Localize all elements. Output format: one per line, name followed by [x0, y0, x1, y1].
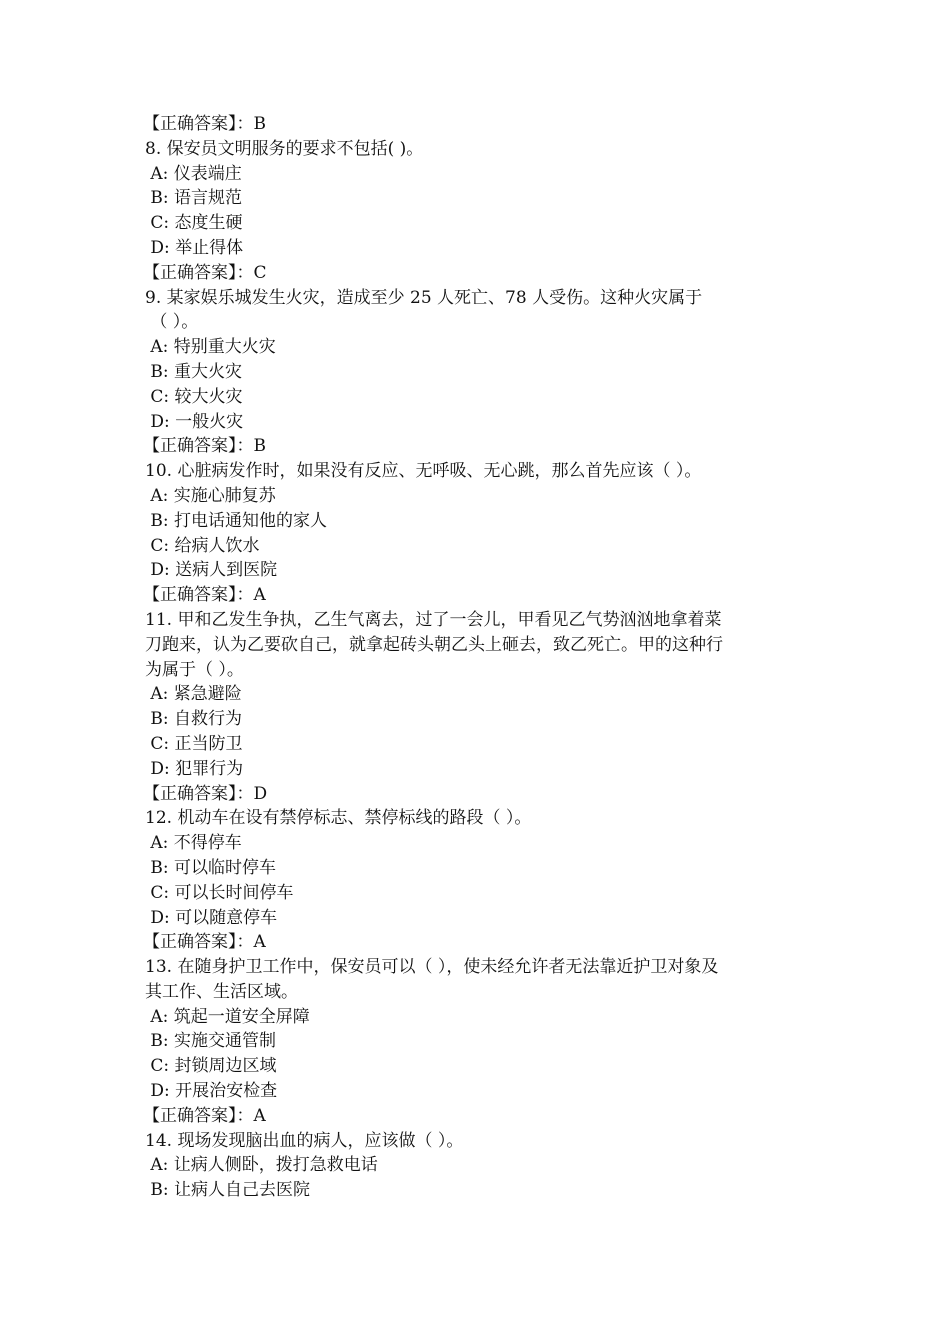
question-line: （ ）。: [145, 312, 199, 333]
question-line: 刀跑来，认为乙要砍自己，就拿起砖头朝乙头上砸去，致乙死亡。甲的这种行: [145, 634, 723, 655]
option-line: A: 紧急避险: [145, 684, 242, 705]
option-line: A: 筑起一道安全屏障: [145, 1006, 310, 1027]
option-line: D: 可以随意停车: [145, 907, 278, 928]
option-line: B: 自救行为: [145, 709, 243, 730]
option-line: C: 封锁周边区域: [145, 1056, 277, 1077]
option-line: D: 一般火灾: [145, 411, 244, 432]
option-line: C: 态度生硬: [145, 213, 243, 234]
option-line: B: 实施交通管制: [145, 1031, 277, 1052]
question-line: 10. 心脏病发作时，如果没有反应、无呼吸、无心跳，那么首先应该（ ）。: [145, 461, 702, 482]
option-line: A: 仪表端庄: [145, 163, 242, 184]
option-line: D: 犯罪行为: [145, 758, 244, 779]
question-line: 9. 某家娱乐城发生火灾，造成至少 25 人死亡、78 人受伤。这种火灾属于: [145, 287, 703, 308]
question-line: 其工作、生活区域。: [145, 981, 298, 1002]
option-line: C: 给病人饮水: [145, 535, 260, 556]
question-line: 12. 机动车在设有禁停标志、禁停标线的路段（ ）。: [145, 808, 532, 829]
question-line: 为属于（ ）。: [145, 659, 244, 680]
answer-line: 【正确答案】：A: [143, 585, 266, 606]
question-line: 8. 保安员文明服务的要求不包括( )。: [145, 138, 424, 159]
option-line: B: 语言规范: [145, 188, 243, 209]
option-line: B: 重大火灾: [145, 361, 243, 382]
option-line: D: 举止得体: [145, 237, 244, 258]
answer-line: 【正确答案】：A: [143, 1105, 266, 1126]
option-line: A: 不得停车: [145, 833, 242, 854]
answer-line: 【正确答案】：B: [143, 436, 266, 457]
option-line: B: 打电话通知他的家人: [145, 510, 328, 531]
answer-line: 【正确答案】：A: [143, 932, 266, 953]
question-line: 14. 现场发现脑出血的病人，应该做（ ）。: [145, 1130, 464, 1151]
option-line: A: 特别重大火灾: [145, 337, 276, 358]
option-line: C: 较大火灾: [145, 386, 243, 407]
question-line: 11. 甲和乙发生争执，乙生气离去，过了一会儿，甲看见乙气势汹汹地拿着菜: [145, 609, 722, 630]
answer-line: 【正确答案】：B: [143, 114, 266, 134]
document-page: [145, 112, 815, 1203]
option-line: A: 让病人侧卧，拨打急救电话: [145, 1155, 378, 1176]
option-line: D: 开展治安检查: [145, 1081, 278, 1102]
answer-line: 【正确答案】：C: [143, 262, 267, 283]
option-line: D: 送病人到医院: [145, 560, 278, 581]
question-line: 13. 在随身护卫工作中，保安员可以（ ），使未经允许者无法靠近护卫对象及: [145, 957, 719, 978]
option-line: B: 让病人自己去医院: [145, 1180, 311, 1201]
option-line: B: 可以临时停车: [145, 857, 277, 878]
option-line: C: 可以长时间停车: [145, 882, 294, 903]
option-line: C: 正当防卫: [145, 733, 243, 754]
answer-line: 【正确答案】：D: [143, 783, 268, 804]
option-line: A: 实施心肺复苏: [145, 485, 276, 506]
